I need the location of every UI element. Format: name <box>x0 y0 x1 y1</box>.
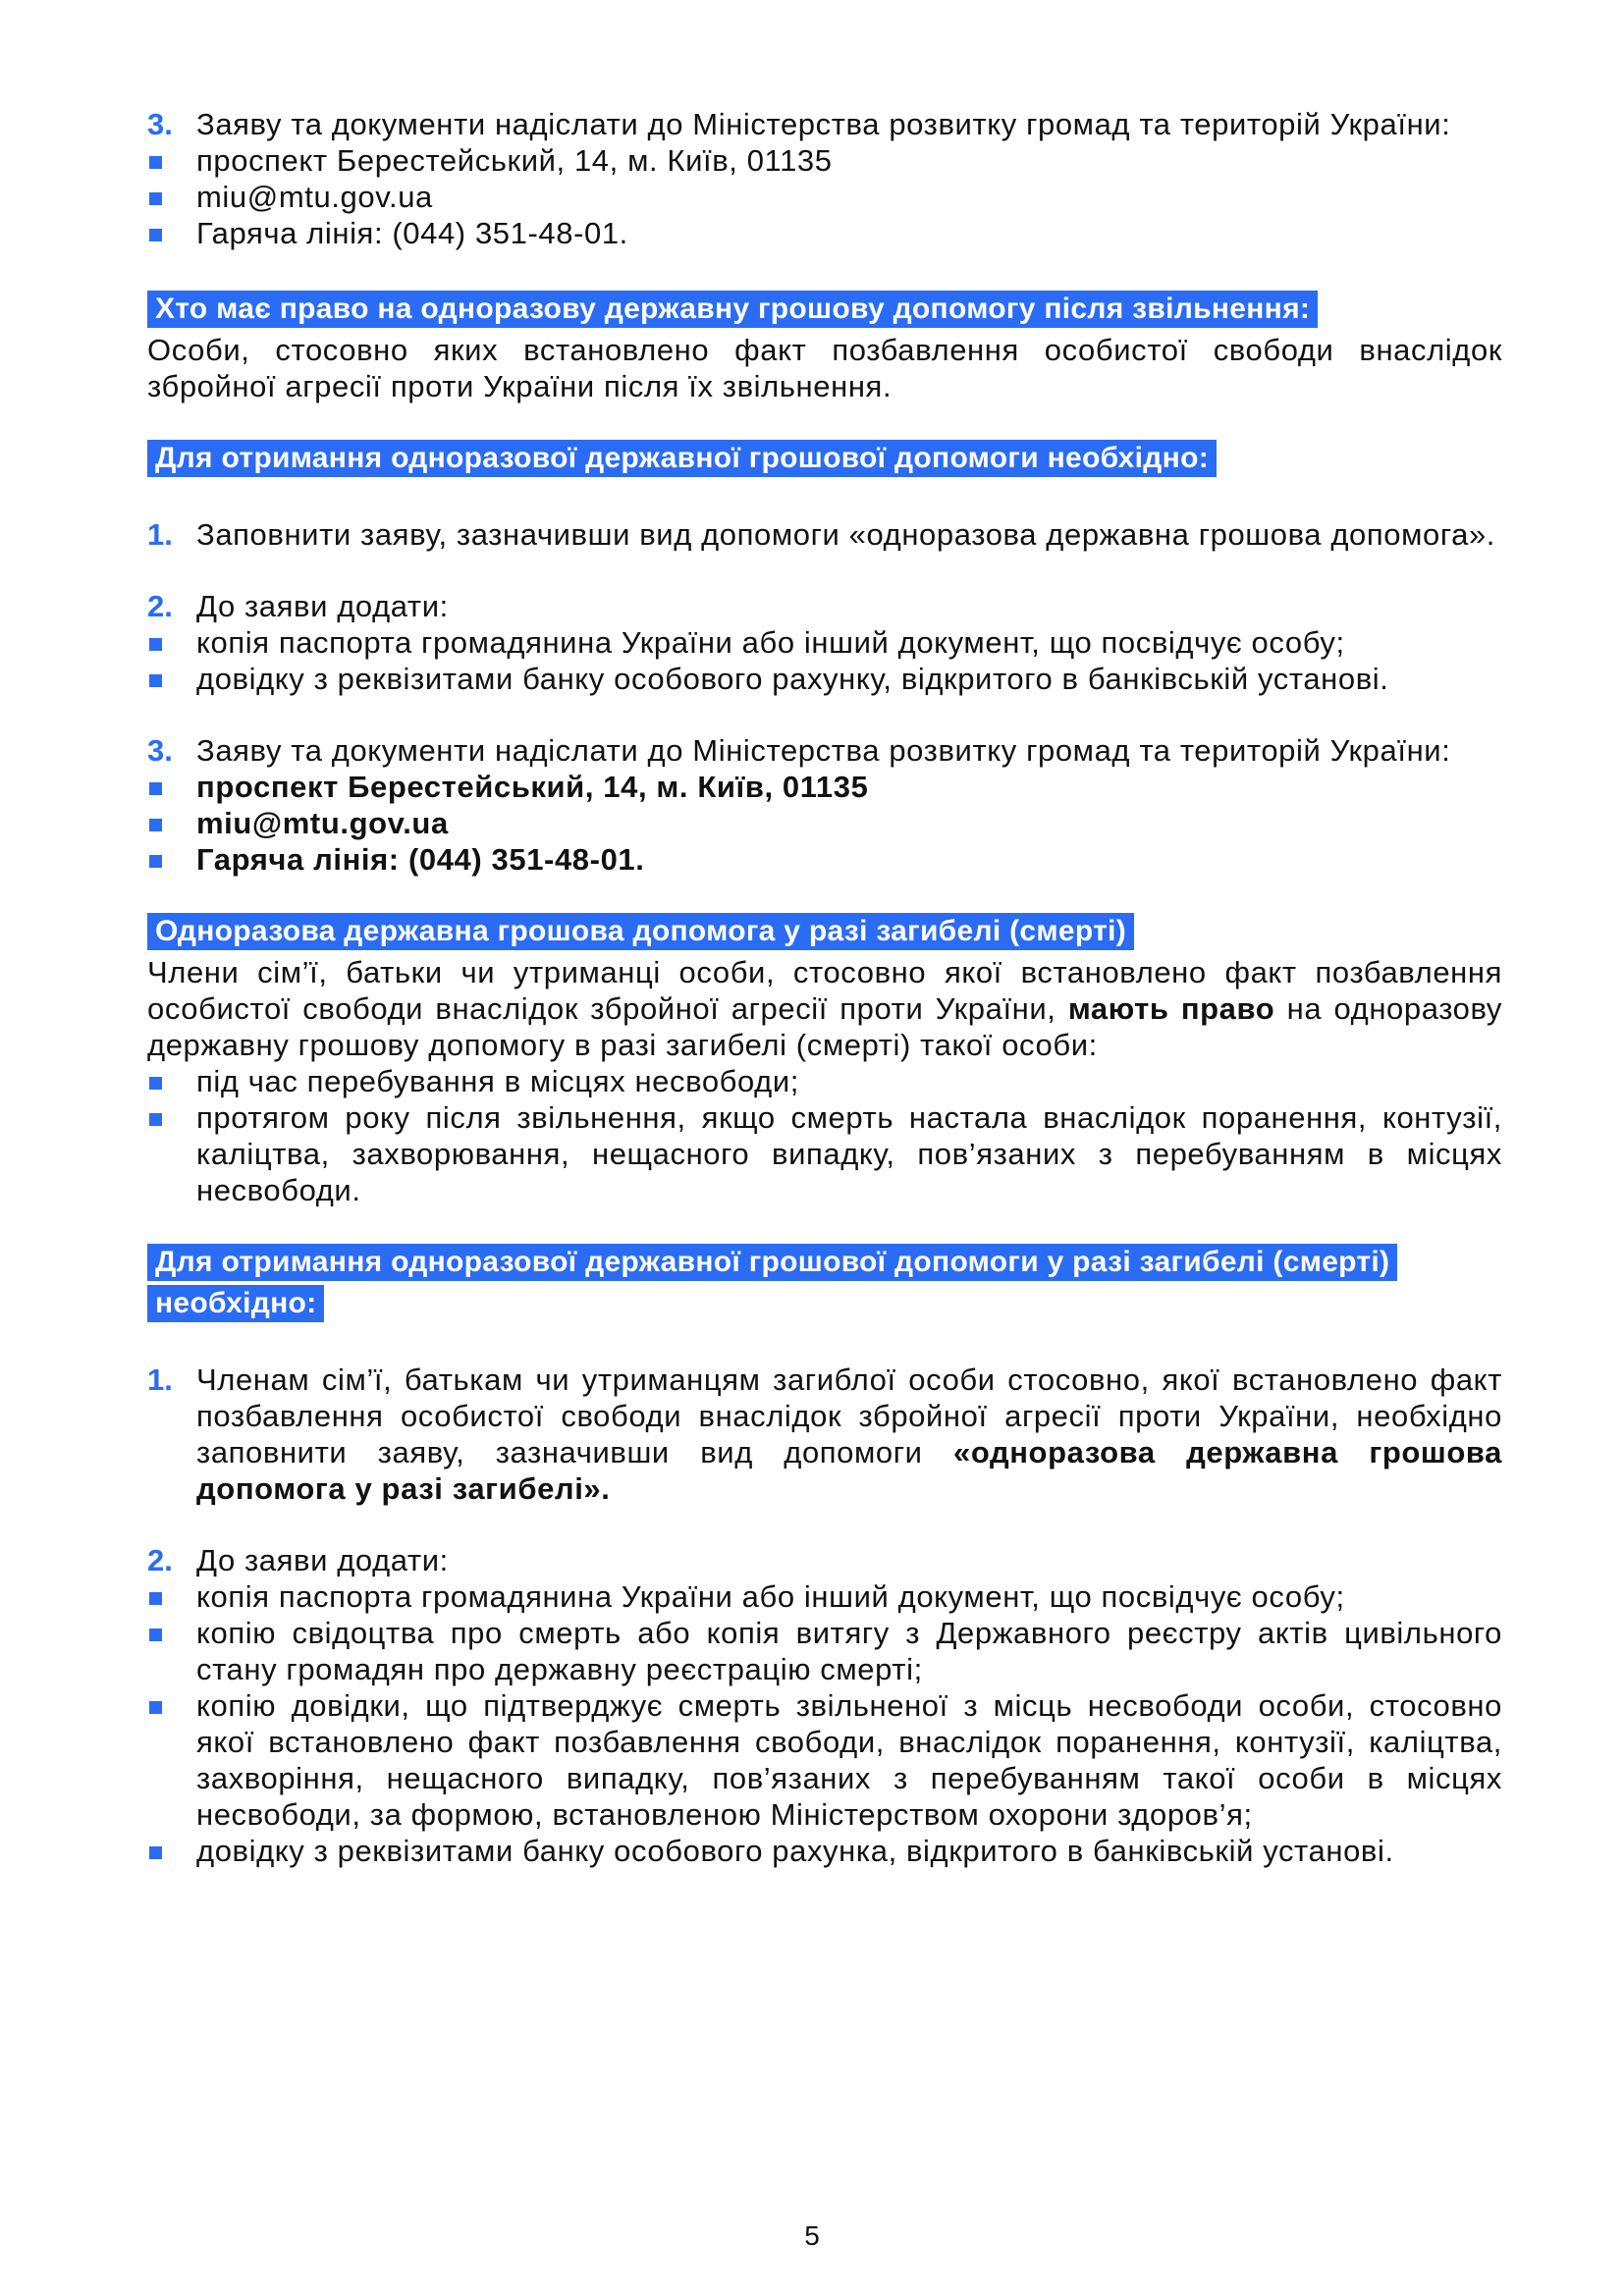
bullet-passport <box>147 624 1502 661</box>
list-number: 3. <box>147 733 173 768</box>
bullet-medical-certificate <box>147 1687 1502 1833</box>
list-item-2 <box>147 1542 1502 1578</box>
list-item-1 <box>147 1362 1502 1507</box>
bullet-text: копія паспорта громадянина України або інший документ, що посвідчує особу; <box>196 1579 1345 1614</box>
bullet-address <box>147 769 1502 805</box>
list-item-text <box>196 1362 1502 1507</box>
paragraph-text: на одноразову державну грошову допомогу в разі загибелі (смерті) такої особи: <box>147 991 1503 1062</box>
address-text: проспект Берестейський, 14, м. Київ, 01135 <box>196 143 833 178</box>
heading-text: Одноразова державна грошова допомога у разі загибелі (смерті) <box>147 913 1134 950</box>
square-bullet-icon <box>147 1578 196 1615</box>
bullet-email <box>147 179 1502 215</box>
list-number: 1. <box>147 1362 173 1397</box>
list-item-text: До заяви додати: <box>196 1543 449 1577</box>
square-bullet-icon <box>147 805 196 841</box>
bullet-text: копія паспорта громадянина України або інший документ, що посвідчує особу; <box>196 625 1345 660</box>
list-number: 1. <box>147 517 173 552</box>
heading-text: Для отримання одноразової державної грошової допомоги у разі загибелі (смерті) необхідно: <box>147 1244 1397 1322</box>
square-bullet-icon <box>147 1099 196 1136</box>
hotline-text: Гаряча лінія: (044) 351-48-01. <box>196 216 628 250</box>
section-heading-release <box>147 291 1502 332</box>
email-link[interactable]: miu@mtu.gov.ua <box>196 180 433 214</box>
square-bullet-icon <box>147 215 196 251</box>
list-number: 3. <box>147 107 173 141</box>
page-number: 5 <box>804 2220 820 2251</box>
release-paragraph: Особи, стосовно яких встановлено факт позбавлення особистої свободи внаслідок збройної агресії проти України після їх звільнення. <box>147 333 1502 403</box>
document-page <box>147 106 1502 1869</box>
square-bullet-icon <box>147 1833 196 1869</box>
bullet-text: протягом року після звільнення, якщо смерть настала внаслідок поранення, контузії, каліцтва, захворювання, нещасного випадку, пов’язаних з перебуванням в місцях несвободи. <box>196 1100 1502 1207</box>
section-heading-death-requirements <box>147 1244 1463 1326</box>
section-heading-death <box>147 913 1502 954</box>
email-link[interactable]: miu@mtu.gov.ua <box>196 806 449 840</box>
bullet-text: довідку з реквізитами банку особового рахунку, відкритого в банківській установі. <box>196 662 1389 696</box>
death-paragraph <box>147 954 1502 1063</box>
paragraph-bold-text: мають право <box>1067 991 1275 1026</box>
list-item-text: Заповнити заяву, зазначивши вид допомоги «одноразова державна грошова допомога». <box>196 517 1495 552</box>
square-bullet-icon <box>147 142 196 179</box>
bullet-address <box>147 142 1502 179</box>
bullet-text: довідку з реквізитами банку особового рахунка, відкритого в банківській установі. <box>196 1834 1394 1868</box>
bullet-text: копію довідки, що підтверджує смерть звільненої з місць несвободи особи, стосовно якої встановлено факт позбавлення свободи, внаслідок поранення, контузії, каліцтва, захворіння, нещасного випадку, пов’язаних з перебуванням такої особи в місцях несвободи, за формою, встановленою Міністерством охорони здоров’я; <box>196 1688 1502 1832</box>
bullet-bank <box>147 1833 1502 1869</box>
list-item-3 <box>147 732 1502 769</box>
paragraph-text: Члени сім’ї, батьки чи утриманці особи, стосовно якої встановлено факт позбавлення особистої свободи внаслідок збройної агресії проти України, <box>147 955 1502 1026</box>
list-item-text: Заяву та документи надіслати до Міністерства розвитку громад та територій України: <box>196 733 1451 768</box>
bullet-hotline <box>147 215 1502 251</box>
list-item-1 <box>147 516 1502 553</box>
bullet-bank <box>147 661 1502 697</box>
square-bullet-icon <box>147 179 196 215</box>
bullet-death-certificate <box>147 1615 1502 1687</box>
list-item-text: До заяви додати: <box>196 589 449 623</box>
address-text: проспект Берестейський, 14, м. Київ, 01135 <box>196 770 869 804</box>
section-heading-release-requirements <box>147 440 1502 481</box>
bullet-within-year <box>147 1099 1502 1208</box>
square-bullet-icon <box>147 1063 196 1099</box>
bullet-passport <box>147 1578 1502 1615</box>
square-bullet-icon <box>147 1615 196 1651</box>
heading-text: Для отримання одноразової державної грошової допомоги необхідно: <box>147 440 1217 477</box>
square-bullet-icon <box>147 624 196 661</box>
bullet-detention <box>147 1063 1502 1099</box>
square-bullet-icon <box>147 769 196 805</box>
square-bullet-icon <box>147 1687 196 1724</box>
item-bold-text: «одноразова державна грошова допомога у разі загибелі». <box>196 1435 1502 1506</box>
list-number: 2. <box>147 1543 173 1577</box>
item-text: Членам сім’ї, батькам чи утриманцям загиблої особи стосовно, якої встановлено факт позбавлення особистої свободи внаслідок збройної агресії проти України, необхідно заповнити заяву, зазначивши вид допомоги <box>196 1362 1502 1469</box>
bullet-email <box>147 805 1502 841</box>
heading-text: Хто має право на одноразову державну грошову допомогу після звільнення: <box>147 291 1318 328</box>
list-item-2 <box>147 588 1502 624</box>
list-item-3-top <box>147 106 1502 142</box>
square-bullet-icon <box>147 661 196 697</box>
hotline-text: Гаряча лінія: (044) 351-48-01. <box>196 842 645 877</box>
bullet-text: під час перебування в місцях несвободи; <box>196 1064 800 1098</box>
list-item-text: Заяву та документи надіслати до Міністерства розвитку громад та територій України: <box>196 107 1451 141</box>
bullet-hotline <box>147 841 1502 878</box>
square-bullet-icon <box>147 841 196 878</box>
list-number: 2. <box>147 589 173 623</box>
bullet-text: копію свідоцтва про смерть або копія витягу з Державного реєстру актів цивільного стану громадян про державну реєстрацію смерті; <box>196 1616 1502 1686</box>
